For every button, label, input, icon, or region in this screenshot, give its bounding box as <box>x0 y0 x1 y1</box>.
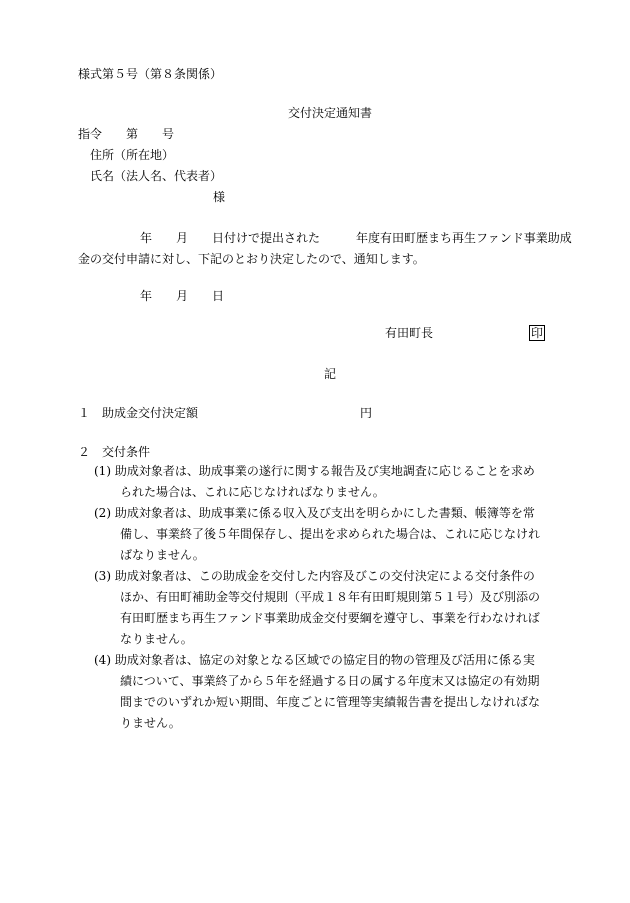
condition-line: 間までのいずれか短い期間、年度ごとに管理等実績報告書を提出しなければな <box>120 695 541 709</box>
condition-line: ほか、有田町補助金等交付規則（平成１８年有田町規則第５１号）及び別添の <box>120 590 541 604</box>
condition-line: 績について、事業終了から５年を経過する日の属する年度末又は協定の有効期 <box>120 674 540 688</box>
date-day: 日 <box>212 289 225 303</box>
section2-label: ２ 交付条件 <box>78 445 151 459</box>
condition-line: りません。 <box>120 716 181 730</box>
condition-2 <box>94 503 540 566</box>
section1-unit: 円 <box>360 406 373 420</box>
body-line: 年 月 日付けで提出された 年度有田町歴まち再生ファンド事業助成 <box>140 231 572 245</box>
condition-line: (3) 助成対象者は、この助成金を交付した内容及びこの交付決定による交付条件の <box>94 569 535 583</box>
issuer-name: 有田町長 <box>385 326 434 340</box>
designation-go: 号 <box>162 127 175 141</box>
date-year: 年 <box>140 289 153 303</box>
body-line: 金の交付申請に対し、下記のとおり決定したので、通知します。 <box>78 252 425 266</box>
form-number: 様式第５号（第８条関係） <box>78 67 223 81</box>
issuer-seal <box>529 325 545 341</box>
designation-dai: 第 <box>126 127 139 141</box>
body-paragraph <box>78 228 572 270</box>
condition-line: ばなりません。 <box>120 548 205 562</box>
condition-line: (2) 助成対象者は、助成事業に係る収入及び支出を明らかにした書類、帳簿等を常 <box>94 506 535 520</box>
condition-line: (4) 助成対象者は、協定の対象となる区域での協定目的物の管理及び活用に係る実 <box>94 653 535 667</box>
condition-line: (1) 助成対象者は、助成事業の遂行に関する報告及び実地調査に応じることを求め <box>94 464 535 478</box>
designation-prefix: 指令 <box>78 127 103 141</box>
condition-line: 有田町歴まち再生ファンド事業助成金交付要綱を遵守し、事業を行わなければ <box>120 611 540 625</box>
section1-label: １ 助成金交付決定額 <box>78 406 199 420</box>
date-month: 月 <box>176 289 189 303</box>
seal-mark: 印 <box>531 326 544 340</box>
name-label: 氏名（法人名、代表者） <box>90 169 223 183</box>
honorific: 様 <box>213 190 226 204</box>
condition-line: られた場合は、これに応じなければなりません。 <box>120 485 385 499</box>
note-heading: 記 <box>324 367 337 381</box>
address-label: 住所（所在地） <box>90 148 175 162</box>
condition-3 <box>94 566 540 650</box>
condition-4 <box>94 650 540 734</box>
condition-1 <box>94 461 535 503</box>
condition-line: なりません。 <box>120 632 193 646</box>
document-title: 交付決定通知書 <box>288 106 373 120</box>
condition-line: 備し、事業終了後５年間保存し、提出を求められた場合は、これに応じなけれ <box>120 527 541 541</box>
